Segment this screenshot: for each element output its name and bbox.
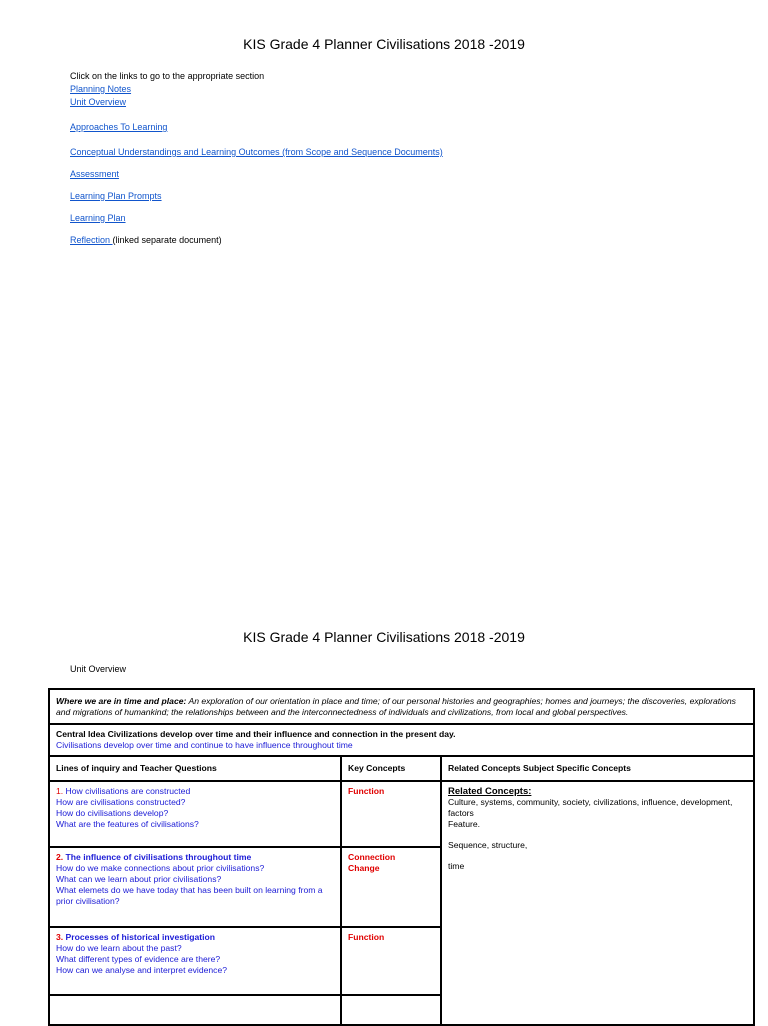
link-approaches-to-learning[interactable]: Approaches To Learning [70, 122, 168, 132]
inquiry-1-number: 1. [56, 786, 64, 796]
navigation-section [70, 70, 443, 247]
header-row [49, 756, 754, 781]
unit-overview-label: Unit Overview [70, 664, 127, 674]
theme-text: An exploration of our orientation in place and time; of our personal histories and geographies; homes and journeys; the discoveries, explorations and migrations of humankind; the relationships between and the interconnectedness of individuals and civilizations, from local and global perspectives. [56, 696, 736, 717]
inquiry-2-question: How do we make connections about prior civilisations? [56, 863, 265, 873]
related-concepts-time: time [448, 861, 465, 871]
unit-overview-table [48, 688, 755, 1026]
related-concepts-feature: Feature. [448, 819, 481, 829]
inquiry-3-question: How do we learn about the past? [56, 943, 182, 953]
central-idea-text: Civilisations develop over time and continue to have influence throughout time [56, 740, 353, 750]
inquiry-2-title: The influence of civilisations throughout time [63, 852, 252, 862]
inquiry-2-question: What elemets do we have today that has been built on learning from a prior civilisation? [56, 885, 323, 906]
theme-row [49, 689, 754, 724]
inquiry-1-title: How civilisations are constructed [63, 786, 191, 796]
link-planning-notes[interactable]: Planning Notes [70, 84, 132, 94]
link-conceptual-understandings[interactable]: Conceptual Understandings and Learning Outcomes (from Scope and Sequence Documents) [70, 147, 443, 157]
inquiry-1-question: How do civilisations develop? [56, 808, 169, 818]
inquiry-3-title: Processes of historical investigation [63, 932, 216, 942]
link-learning-plan[interactable]: Learning Plan [70, 213, 126, 223]
page-title-second: KIS Grade 4 Planner Civilisations 2018 -2019 [243, 629, 525, 645]
header-lines-of-inquiry: Lines of inquiry and Teacher Questions [49, 756, 341, 781]
link-learning-plan-prompts[interactable]: Learning Plan Prompts [70, 191, 162, 201]
reflection-note: (linked separate document) [112, 235, 222, 245]
inquiry-1-question: What are the features of civilisations? [56, 819, 199, 829]
inquiry-2-number: 2. [56, 852, 64, 862]
related-concepts-list: Culture, systems, community, society, civilizations, influence, development, factors [448, 797, 733, 818]
theme-label: Where we are in time and place: [56, 696, 187, 706]
inquiry-row-1 [49, 781, 754, 847]
inquiry-3-question: What different types of evidence are there? [56, 954, 221, 964]
central-idea-row [49, 724, 754, 756]
inquiry-2-key-concept: Connection [348, 852, 396, 862]
page-title: KIS Grade 4 Planner Civilisations 2018 -2019 [243, 36, 525, 52]
inquiry-1-key-concept: Function [341, 781, 441, 847]
header-related-concepts: Related Concepts Subject Specific Concepts [441, 756, 754, 781]
inquiry-1-question: How are civilisations constructed? [56, 797, 186, 807]
header-key-concepts: Key Concepts [341, 756, 441, 781]
central-idea-heading: Central Idea Civilizations develop over time and their influence and connection in the present day. [56, 729, 456, 739]
inquiry-2-question: What can we learn about prior civilisations? [56, 874, 222, 884]
related-concepts-label: Related Concepts: [448, 786, 532, 797]
link-unit-overview[interactable]: Unit Overview [70, 97, 127, 107]
related-concepts-sequence: Sequence, structure, [448, 840, 528, 850]
inquiry-3-key-concept: Function [341, 927, 441, 995]
related-concepts-cell [441, 781, 754, 1025]
instruction-text: Click on the links to go to the appropriate section [70, 71, 265, 81]
inquiry-2-key-concept: Change [348, 863, 380, 873]
link-reflection[interactable]: Reflection [70, 235, 113, 245]
link-assessment[interactable]: Assessment [70, 169, 120, 179]
inquiry-3-number: 3. [56, 932, 64, 942]
inquiry-3-question: How can we analyse and interpret evidence? [56, 965, 228, 975]
